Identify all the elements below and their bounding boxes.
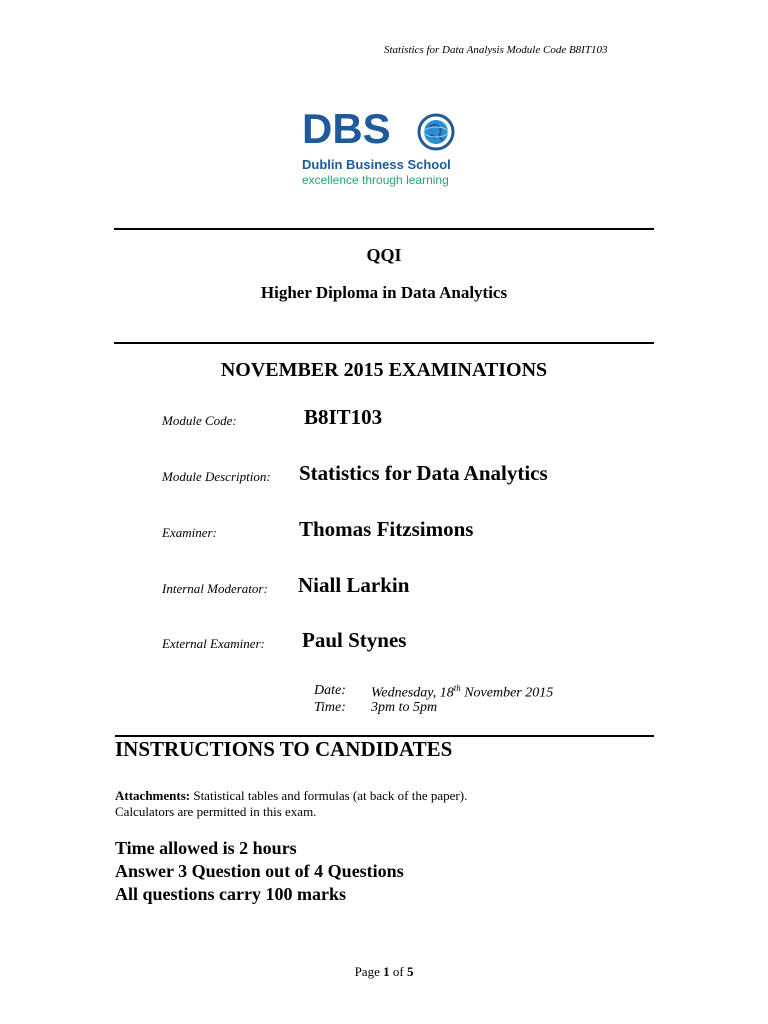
awarding-body: QQI [366, 245, 402, 265]
time-label: Time: [314, 700, 346, 715]
page-total: 5 [406, 964, 414, 979]
calculators-line: Calculators are permitted in this exam. [115, 804, 317, 819]
globe-icon [416, 112, 456, 152]
exam-date [371, 683, 553, 702]
internal-moderator-name: Niall Larkin [298, 573, 410, 597]
exam-time: 3pm to 5pm [371, 700, 438, 715]
module-code-label: Module Code: [162, 413, 237, 428]
running-header: Statistics for Data Analysis Module Code B8IT103 [384, 44, 608, 56]
examiner-label: Examiner: [162, 525, 217, 540]
attachments-text: Statistical tables and formulas (at back of the paper). [190, 788, 468, 803]
exam-session: NOVEMBER 2015 EXAMINATIONS [220, 359, 548, 381]
attachments [115, 788, 467, 820]
rule-marks: All questions carry 100 marks [115, 884, 346, 904]
date-label: Date: [314, 683, 346, 698]
page-number: 1 [383, 964, 390, 979]
examiner-name: Thomas Fitzsimons [299, 517, 474, 541]
programme-title: Higher Diploma in Data Analytics [260, 283, 508, 302]
page-label: Page [354, 964, 384, 979]
external-examiner-name: Paul Stynes [302, 628, 407, 652]
top-rule [114, 228, 654, 230]
attachments-label: Attachments: [115, 788, 191, 803]
module-description: Statistics for Data Analytics [299, 461, 548, 485]
rule-answer-count: Answer 3 Question out of 4 Questions [115, 861, 404, 881]
dbs-logo [302, 105, 472, 190]
date-prefix: Wednesday, 18 [371, 685, 454, 701]
external-examiner-label: External Examiner: [162, 636, 265, 651]
instructions-heading: INSTRUCTIONS TO CANDIDATES [115, 737, 453, 761]
logo-school-name: Dublin Business School [302, 157, 451, 172]
logo-acronym: DBS [302, 105, 391, 152]
middle-rule [114, 342, 654, 344]
module-description-label: Module Description: [162, 469, 271, 484]
page-footer [0, 964, 768, 980]
date-suffix: th [453, 683, 461, 693]
exam-rules [115, 837, 404, 906]
attachments-line [115, 788, 467, 804]
logo-tagline: excellence through learning [302, 173, 449, 187]
of-label: of [389, 964, 407, 979]
internal-moderator-label: Internal Moderator: [162, 581, 268, 596]
date-rest: November 2015 [460, 685, 554, 701]
rule-time-allowed: Time allowed is 2 hours [115, 838, 297, 858]
module-code: B8IT103 [304, 405, 383, 429]
